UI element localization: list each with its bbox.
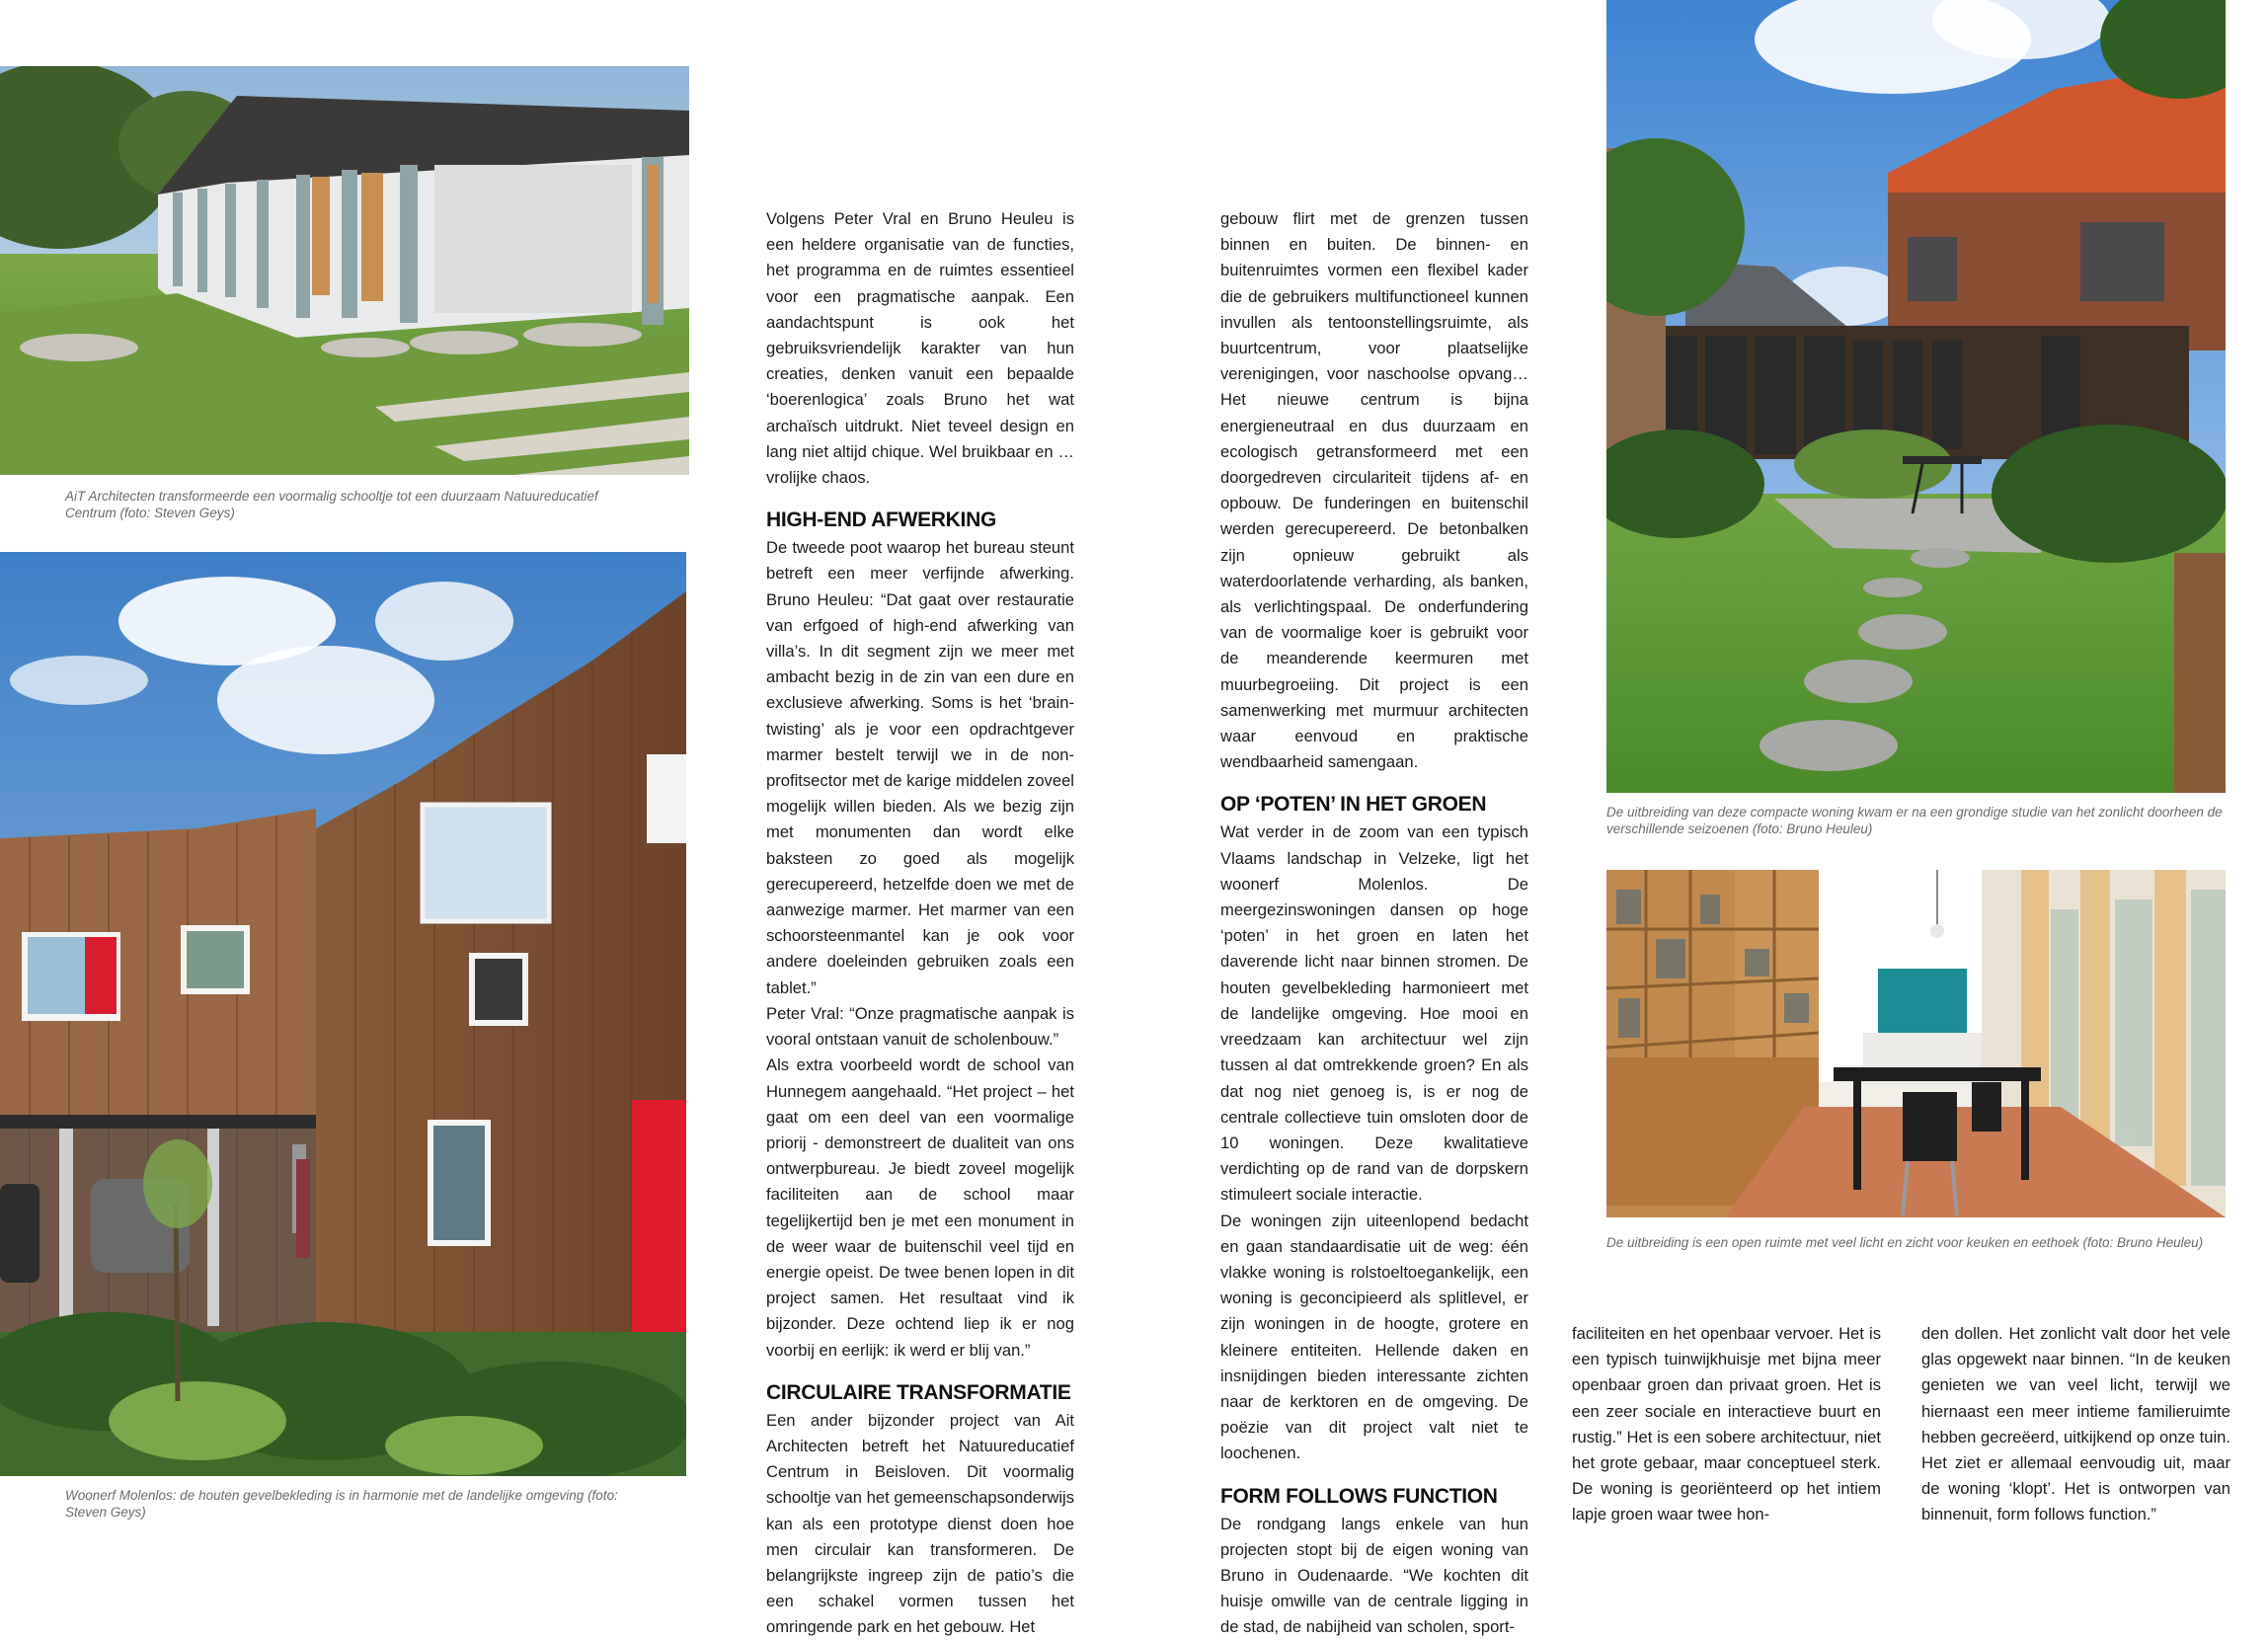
- paragraph-poten-2: De woningen zijn uiteenlopend bedacht en gaan standaardisatie uit de weg: één vlakke woning is rolstoeltoegankelijk, een woning is geconcipieerd als splitlevel, er zijn woningen in de hoogte, grotere en kleinere entiteiten. Hellende daken en insnijdingen bieden interessante zichten naar de kerktoren en de omgeving. De poëzie van dit project valt niet te loochenen.: [1220, 1211, 1528, 1463]
- heading-high-end-afwerking: HIGH-END AFWERKING: [766, 508, 996, 532]
- caption-natuureducatief-centrum: AiT Architecten transformeerde een voormalig schooltje tot een duurzaam Natuureducatief Centrum (foto: Steven Geys): [65, 489, 598, 520]
- heading-op-poten-in-het-groen: OP ‘POTEN’ IN HET GROEN: [1220, 793, 1487, 817]
- heading-form-follows-function: FORM FOLLOWS FUNCTION: [1220, 1484, 1498, 1508]
- heading-circulaire-transformatie: CIRCULAIRE TRANSFORMATIE: [766, 1380, 1071, 1404]
- article-column-2: [1220, 206, 1528, 1641]
- paragraph-poten-1: Wat verder in de zoom van een typisch Vlaams landschap in Velzeke, ligt het woonerf Molenlos. De meergezinswoningen dansen op hoge ‘poten’ in het groen en laten het daverende licht naar binnen stromen. De houten gevelbekleding harmonieert met de landelijke omgeving. Hoe mooi en vreedzaam kan architectuur wel zijn tussen al dat omtrekkende groen? En als dat nog niet genoeg is, is er nog de centrale collectieve tuin omsloten door de 10 woningen. Deze kwalitatieve verdichting op de rand van de dorpskern stimuleert sociale interactie.: [1220, 822, 1528, 1205]
- paragraph-high-end-2: Peter Vral: “Onze pragmatische aanpak is vooral ontstaan vanuit de scholenbouw.”: [766, 1003, 1074, 1050]
- paragraph-col4: den dollen. Het zonlicht valt door het vele glas opgewekt naar binnen. “In de keuken genieten we van veel licht, terwijl we hiernaast een meer intieme familieruimte hebben gecreëerd, uitkijkend op onze tuin. Het ziet er allemaal eenvoudig uit, maar de woning ‘klopt’. Het is ontworpen van binnenuit, form follows function.”: [1921, 1324, 2230, 1524]
- photo-natuureducatief-centrum: [0, 66, 689, 475]
- caption-woonerf-molenlos: Woonerf Molenlos: de houten gevelbekleding is in harmonie met de landelijke omgeving (foto: Steven Geys): [65, 1488, 618, 1520]
- paragraph-intro: Volgens Peter Vral en Bruno Heuleu is een heldere organisatie van de functies, het programma en de ruimtes essentieel voor een pragmatische aanpak. Een aandachtspunt is ook het gebruiksvriendelijk karakter van hun creaties, denken vanuit een bepaalde ‘boerenlogica’ zoals Bruno het wat archaïsch uitdrukt. Niet teveel design en lang niet altijd chique. Wel bruikbaar en … vrolijke chaos.: [766, 209, 1074, 488]
- photo-woonerf-molenlos: [0, 552, 686, 1476]
- paragraph-col3: faciliteiten en het openbaar vervoer. Het is een typisch tuinwijkhuisje met bijna meer openbaar groen dan privaat groen. Het is een zeer sociale en interactieve buurt en rustig.” Het is een sobere architectuur, niet het grote gebaar, maar conceptueel sterk. De woning is georiënteerd op het intiem lapje groen waar twee hon-: [1572, 1324, 1881, 1524]
- article-column-4: [1921, 1321, 2230, 1528]
- paragraph-form: De rondgang langs enkele van hun projecten stopt bij de eigen woning van Bruno in Oudenaarde. “We kochten dit huisje omwille van de centrale ligging in de stad, de nabijheid van scholen, sport-: [1220, 1514, 1528, 1637]
- photo-woning-tuin: [1606, 0, 2226, 793]
- paragraph-circulair: Een ander bijzonder project van Ait Architecten betreft het Natuureducatief Centrum in Beisloven. Dit voormalig schooltje van het gemeenschapsonderwijs kan als een prototype dienst doen hoe men circulair kan transformeren. De belangrijkste ingreep zijn de patio’s die een schakel vormen tussen het omringende park en het gebouw. Het: [766, 1410, 1074, 1637]
- caption-woning-tuin: De uitbreiding van deze compacte woning kwam er na een grondige studie van het zonlicht doorheen de verschillende seizoenen (foto: Bruno Heuleu): [1606, 805, 2223, 836]
- photo-keuken-eethoek: [1606, 870, 2226, 1217]
- article-column-3: [1572, 1321, 1881, 1528]
- paragraph-high-end-3: Als extra voorbeeld wordt de school van Hunnegem aangehaald. “Het project – het gaat om een deel van een voormalige priorij - demonstreert de dualiteit van ons ontwerpbureau. Je biedt zoveel mogelijk faciliteiten aan de school maar tegelijkertijd ben je met een monument in de weer waar de buitenschil veel tijd en energie opeist. De twee benen lopen in dit project samen. Het resultaat vind ik bijzonder. Deze ochtend liep ik er nog voorbij en eerlijk: ik werd er blij van.”: [766, 1055, 1074, 1360]
- paragraph-circulair-vervolg: gebouw flirt met de grenzen tussen binnen en buiten. De binnen- en buitenruimtes vormen een flexibel kader die de gebruikers multifunctioneel kunnen invullen als tentoonstellingsruimte, als buurtcentrum, voor plaatselijke verenigingen, voor naschoolse opvang… Het nieuwe centrum is bijna energieneutraal en dus duurzaam en ecologisch getransformeerd met een doorgedreven circulariteit tijdens af- en opbouw. De funderingen en buitenschil werden gerecupereerd. De betonbalken zijn opnieuw gebruikt als waterdoorlatende verharding, als banken, als verlichtingspaal. De onderfundering van de voormalige koer is gebruikt voor de meanderende keermuren met muurbegroeiing. Dit project is een samenwerking met murmuur architecten waar eenvoud en praktische wendbaarheid samengaan.: [1220, 209, 1528, 772]
- caption-keuken-eethoek: De uitbreiding is een open ruimte met veel licht en zicht voor keuken en eethoek (foto: Bruno Heuleu): [1606, 1235, 2204, 1250]
- paragraph-high-end-1: De tweede poot waarop het bureau steunt betreft een meer verfijnde afwerking. Bruno Heuleu: “Dat gaat over restauratie van erfgoed of high-end afwerking van villa’s. In dit segment zijn we meer met ambacht bezig in de zin van een dure en exclusieve afwerking. Soms is het ‘brain-twisting’ als je voor een opdrachtgever marmer bestelt terwijl we in de non-profitsector met de karige middelen zoveel mogelijk willen bieden. Als we bezig zijn met monumenten dan wordt elke baksteen zo goed als mogelijk gerecupereerd, hetzelfde doen we met de aanwezige marmer. Het marmer van een schoorsteenmantel kan je ook voor andere doeleinden gebruiken zoals een tablet.”: [766, 538, 1074, 997]
- article-column-1: [766, 206, 1074, 1641]
